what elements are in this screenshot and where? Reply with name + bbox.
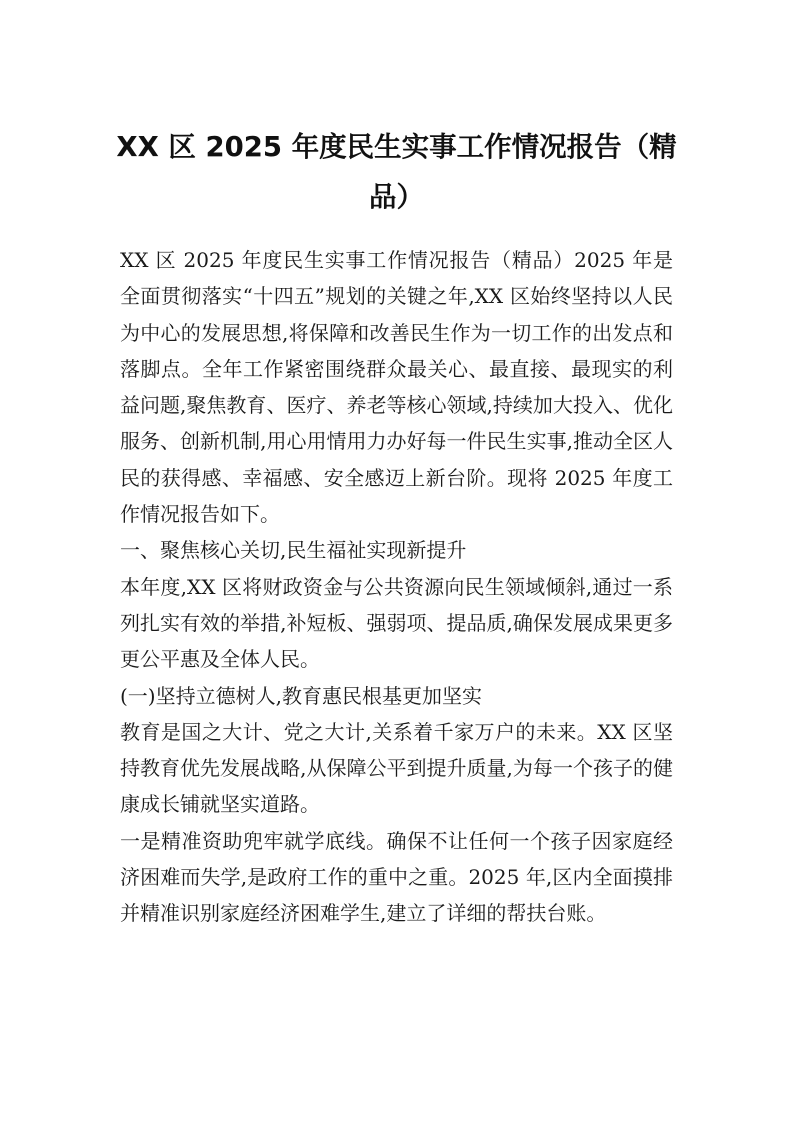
subsection-1-paragraph: 教育是国之大计、党之大计,关系着千家万户的未来。XX 区坚持教育优先发展战略,从保障公平到提升质量,为每一个孩子的健康成长铺就坚实道路。: [120, 719, 673, 817]
document-body: [120, 242, 673, 932]
section-1-paragraph: 本年度,XX 区将财政资金与公共资源向民生领域倾斜,通过一系列扎实有效的举措,补短板、强弱项、提品质,确保发展成果更多更公平惠及全体人民。: [120, 574, 673, 672]
measure-1-paragraph: 一是精准资助兜牢就学底线。确保不让任何一个孩子因家庭经济困难而失学,是政府工作的重中之重。2025 年,区内全面摸排并精准识别家庭经济困难学生,建立了详细的帮扶台账。: [120, 828, 673, 926]
section-heading-1: 一、聚焦核心关切,民生福祉实现新提升: [120, 538, 467, 563]
subsection-heading-1: (一)坚持立德树人,教育惠民根基更加坚实: [120, 683, 482, 708]
intro-paragraph: XX 区 2025 年度民生实事工作情况报告（精品）2025 年是全面贯彻落实“十四五”规划的关键之年,XX 区始终坚持以人民为中心的发展思想,将保障和改善民生作为一切工作的出发点和落脚点。全年工作紧密围绕群众最关心、最直接、最现实的利益问题,聚焦教育、医疗、养老等核心领域,持续加大投入、优化服务、创新机制,用心用情用力办好每一件民生实事,推动全区人民的获得感、幸福感、安全感迈上新台阶。现将 2025 年度工作情况报告如下。: [120, 248, 673, 527]
document-title: XX 区 2025 年度民生实事工作情况报告（精品）: [116, 131, 677, 213]
